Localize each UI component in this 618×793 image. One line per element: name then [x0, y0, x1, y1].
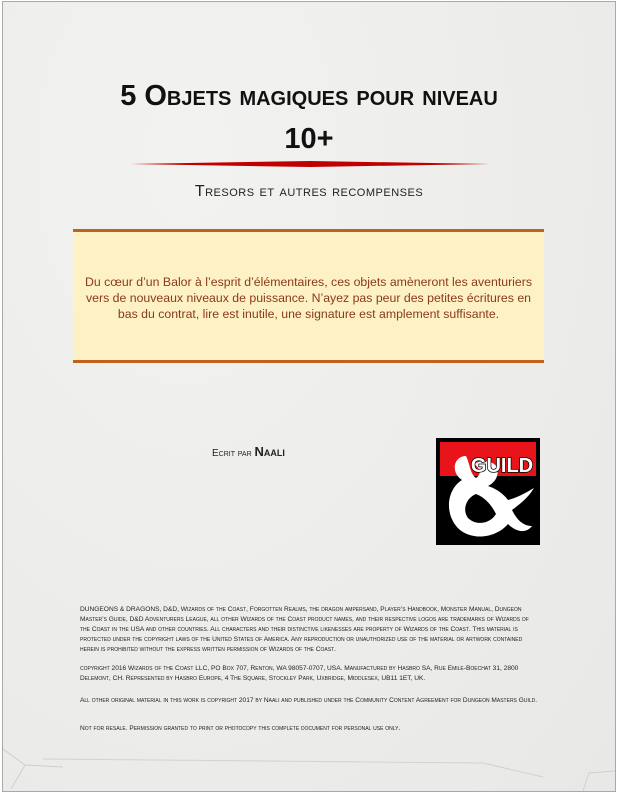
legal-trademarks: DUNGEONS & DRAGONS, D&D, Wizards of the Coast, Forgotten Realms, the dragon ampersand, Player’s Handbook, Monster Manual, Dungeon Master’s Guide, D&D Adventurers League, all other Wizards of the Coast product names, and their respective logos are trademarks of Wizards of the Coast in the USA and other countries. All characters and their distinctive likenesses are property of Wizards of the Coast. This material is protected under the copyright laws of the United States of America. Any reproduction or unauthorized use of the material or artwork contained herein is prohibited without the express written permission of Wizards of the Coast.	[80, 606, 529, 653]
page-corner-ornament-right	[575, 761, 615, 791]
dmsguild-logo	[436, 438, 540, 545]
document-subtitle: Tresors et autres recompenses	[194, 183, 424, 200]
legal-not-for-resale: Not for resale. Permission granted to print or photocopy this complete document for personal use only.	[80, 725, 401, 732]
legal-copyright: copyright 2016 Wizards of the Coast LLC, PO Box 707, Renton, WA 98057-0707, USA. Manufactured by Hasbro SA, Rue Emile-Boechat 31, 2800 Delemont, CH. Represented by Hasbro Europe, 4 The Square, Stockley Park, Uxbridge, Middlesex, UB11 1ET, UK.	[80, 665, 519, 682]
page-bottom-line-ornament	[43, 751, 583, 781]
author-prefix: Ecrit par	[212, 448, 252, 459]
title-divider	[130, 161, 490, 167]
logo-guild-label: GUILD	[470, 455, 534, 477]
author-credit	[212, 444, 285, 459]
author-name: Naali	[254, 444, 285, 459]
document-title-line2: 10+	[284, 123, 334, 155]
intro-text: Du cœur d’un Balor à l’esprit d’élémentaires, ces objets amèneront les aventuriers vers de nouveaux niveaux de puissance. N’ayez pas peur des petites écritures en bas du contrat, lire est inutile, une signature est amplement suffisante.	[85, 275, 532, 321]
intro-box	[73, 229, 544, 363]
document-title-line1: 5 Objets magiques pour niveau	[120, 80, 498, 112]
legal-original-material: All other original material in this work is copyright 2017 by Naali and published under the Community Content Agreement for Dungeon Masters Guild.	[80, 697, 538, 704]
